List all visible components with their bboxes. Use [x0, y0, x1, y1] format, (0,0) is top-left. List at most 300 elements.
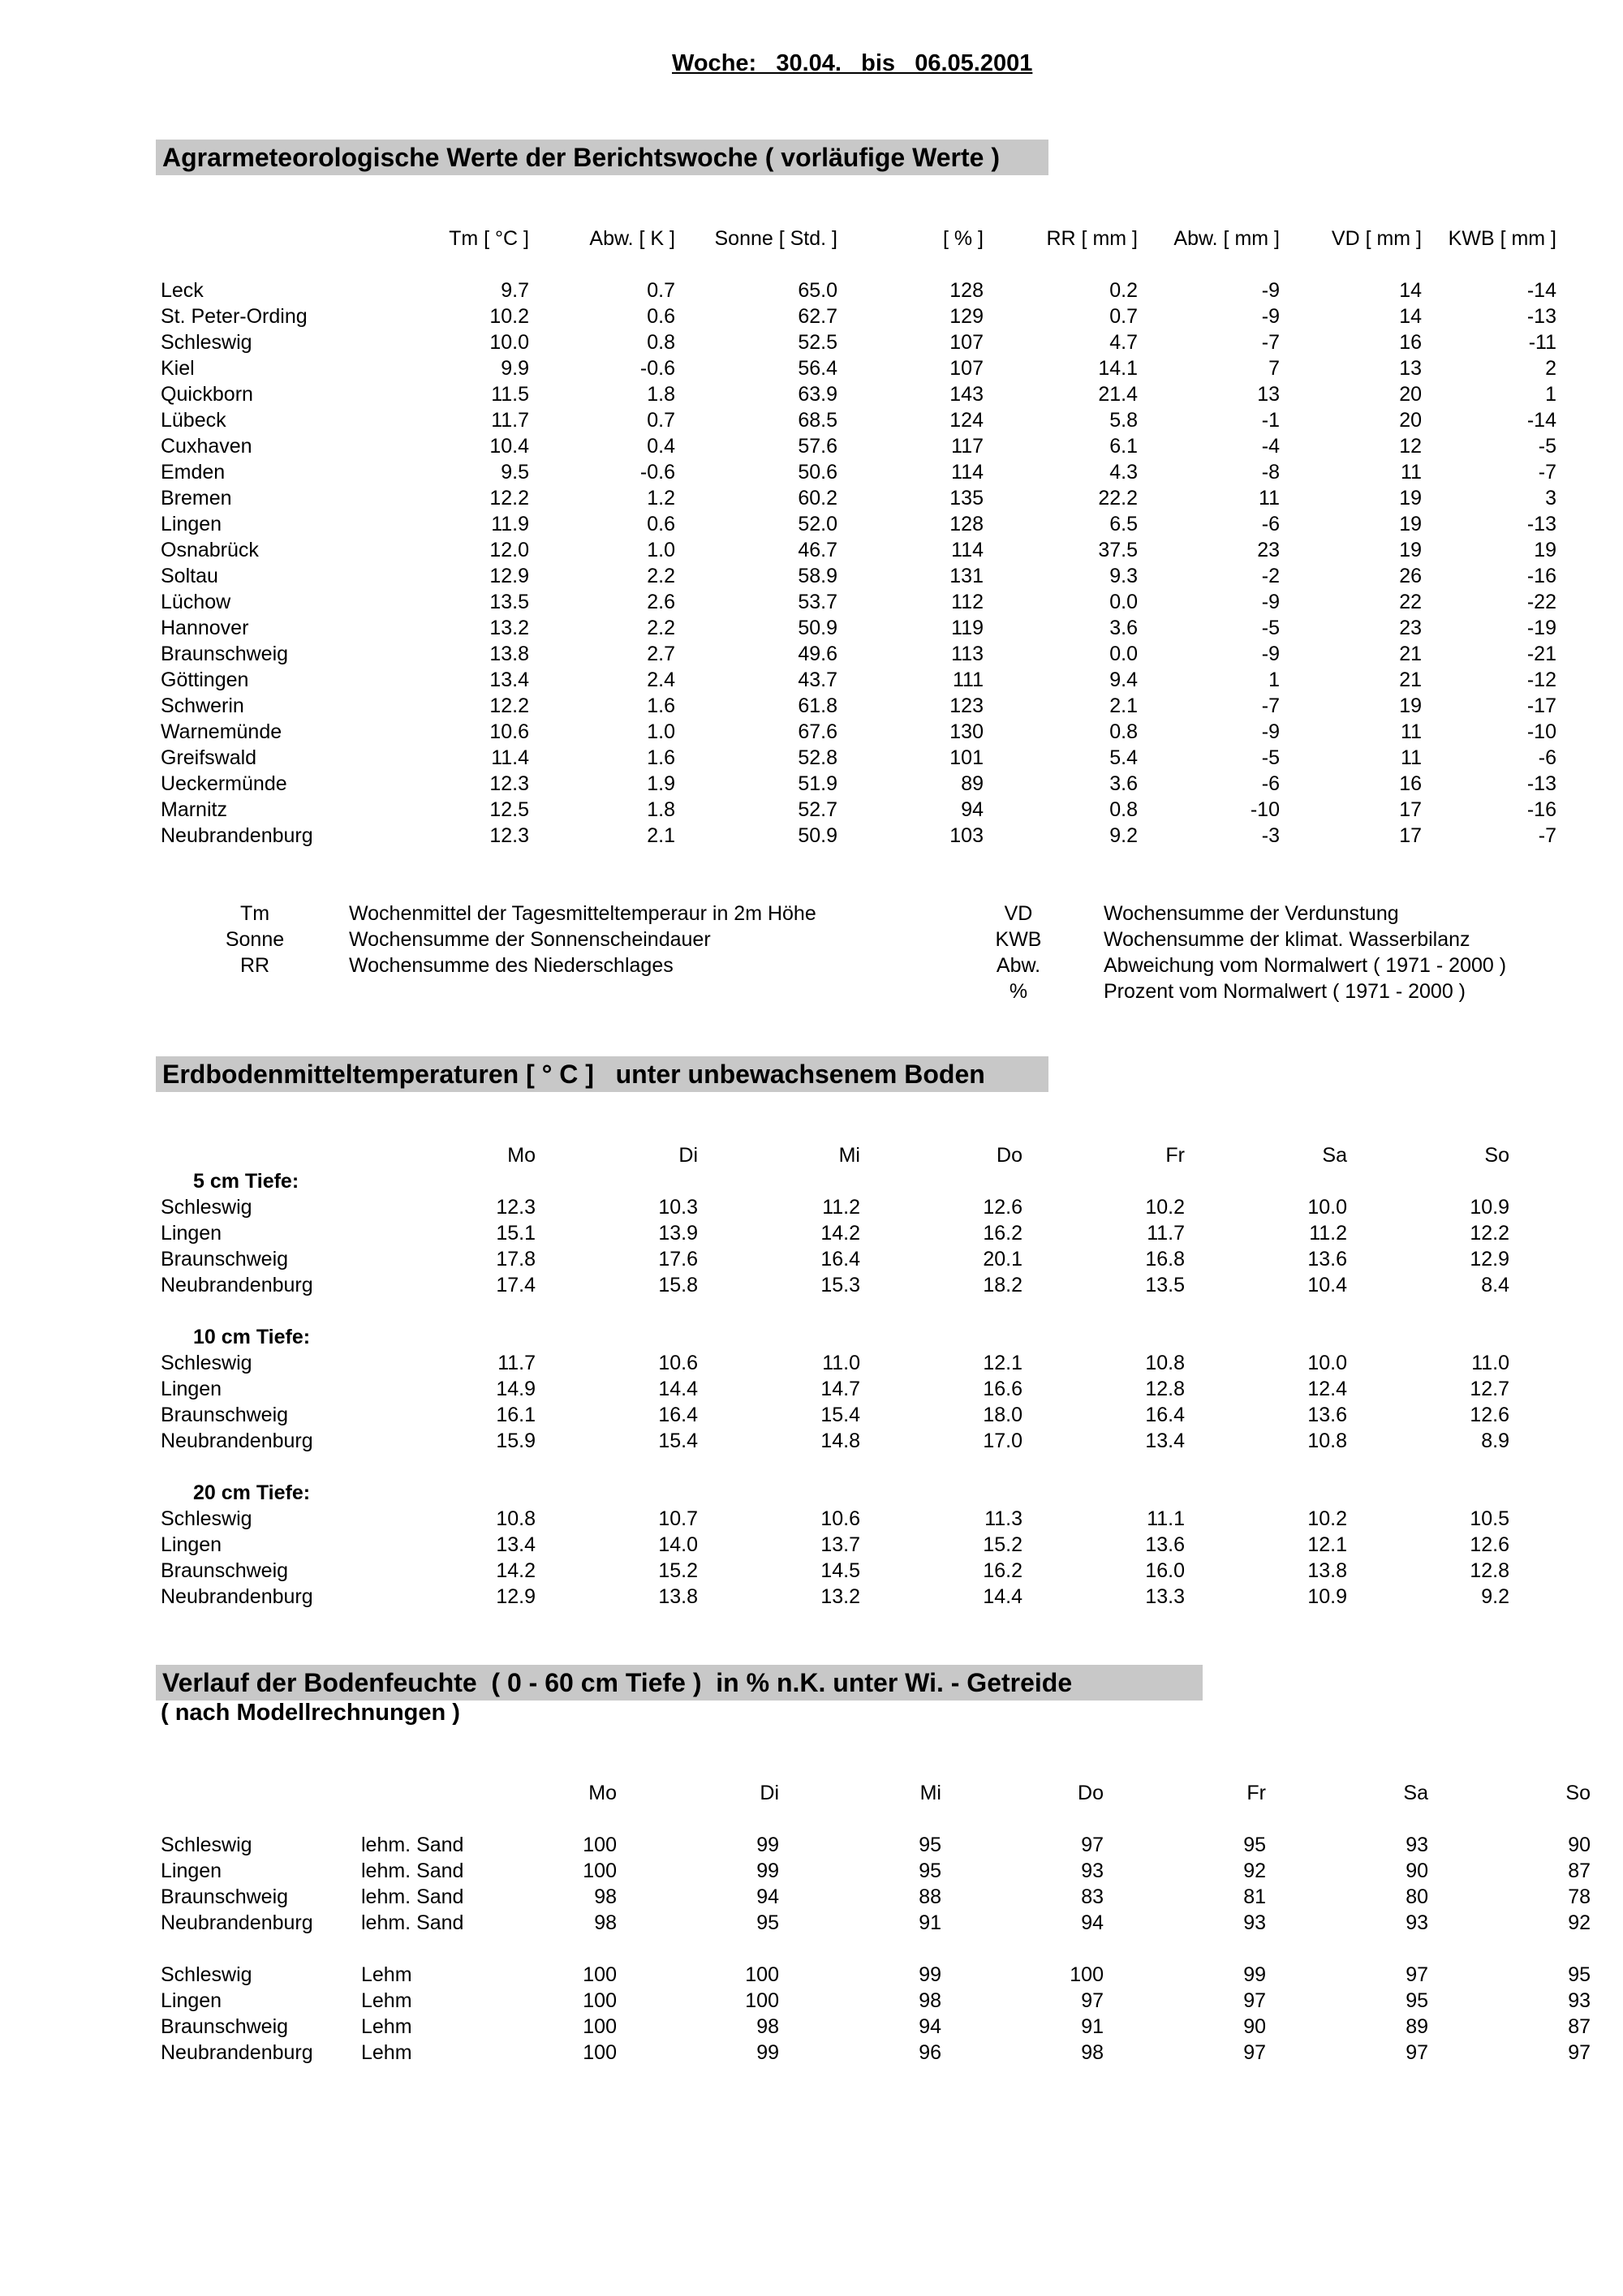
table-row [161, 2040, 1591, 2066]
value-cell: 58.9 [798, 565, 837, 587]
value-cell: 13.6 [1145, 1533, 1185, 1556]
value-cell: 22.2 [1098, 487, 1138, 510]
value-cell: -6 [1538, 746, 1556, 769]
value-cell: 99 [756, 1834, 779, 1856]
soil-type: Lehm [361, 1989, 412, 2012]
table-row [161, 303, 1556, 329]
value-cell: 17.6 [658, 1248, 698, 1271]
value-cell: 9.7 [501, 279, 529, 302]
value-cell: 96 [919, 2041, 941, 2064]
table-row [161, 1584, 1509, 1610]
value-cell: 100 [583, 1989, 617, 2012]
value-cell: 15.4 [820, 1404, 860, 1426]
value-cell: -11 [1528, 331, 1556, 354]
day-header: Di [678, 1144, 698, 1167]
value-cell: 101 [949, 746, 984, 769]
value-cell: 90 [1568, 1834, 1591, 1856]
value-cell: 14 [1399, 279, 1422, 302]
value-cell: 52.8 [798, 746, 837, 769]
value-cell: 0.8 [1109, 798, 1138, 821]
depth-label: 5 cm Tiefe: [193, 1170, 299, 1193]
value-cell: 10.0 [1307, 1352, 1347, 1374]
section-title-soil-moisture: Verlauf der Bodenfeuchte ( 0 - 60 cm Tiefe ) in % n.K. unter Wi. - Getreide [156, 1665, 1203, 1701]
value-cell: 20 [1399, 383, 1422, 406]
value-cell: 10.6 [489, 720, 529, 743]
value-cell: 10.2 [1307, 1507, 1347, 1530]
value-cell: 90 [1406, 1860, 1428, 1882]
value-cell: 17.8 [496, 1248, 536, 1271]
value-cell: 92 [1568, 1911, 1591, 1934]
station-name: Kiel [161, 357, 195, 380]
station-name: Neubrandenburg [161, 824, 313, 847]
value-cell: 4.3 [1109, 461, 1138, 484]
value-cell: 13.8 [1307, 1559, 1347, 1582]
legend-abbrev: KWB [995, 928, 1042, 951]
table-row [161, 667, 1556, 693]
table-row [161, 589, 1556, 615]
value-cell: 9.2 [1109, 824, 1138, 847]
value-cell: 9.4 [1109, 669, 1138, 691]
value-cell: 11.9 [491, 513, 529, 535]
value-cell: 123 [949, 694, 984, 717]
value-cell: 12.1 [1307, 1533, 1347, 1556]
value-cell: 94 [961, 798, 984, 821]
value-cell: 18.0 [983, 1404, 1022, 1426]
value-cell: 11 [1401, 746, 1422, 769]
table-row [161, 433, 1556, 459]
value-cell: 43.7 [798, 669, 837, 691]
day-header: Di [760, 1782, 779, 1804]
depth-label: 20 cm Tiefe: [193, 1481, 311, 1504]
value-cell: 12.2 [489, 487, 529, 510]
value-cell: 93 [1406, 1911, 1428, 1934]
header-cell: Sonne [ Std. ] [714, 227, 837, 250]
value-cell: 37.5 [1098, 539, 1138, 561]
value-cell: -4 [1261, 435, 1280, 458]
value-cell: -9 [1261, 279, 1280, 302]
value-cell: 112 [951, 591, 984, 613]
legend-description: Abweichung vom Normalwert ( 1971 - 2000 ) [1104, 954, 1507, 977]
value-cell: -16 [1526, 798, 1556, 821]
value-cell: 5.8 [1109, 409, 1138, 432]
value-cell: -14 [1526, 279, 1556, 302]
value-cell: 16.4 [820, 1248, 860, 1271]
table-row [161, 2014, 1591, 2040]
table-row [161, 1506, 1509, 1532]
station-name: Braunschweig [161, 1559, 289, 1582]
value-cell: 13.4 [1145, 1430, 1185, 1452]
table-row [161, 1532, 1509, 1558]
value-cell: 10.2 [489, 305, 529, 328]
station-name: Marnitz [161, 798, 227, 821]
value-cell: 15.4 [658, 1430, 698, 1452]
value-cell: 12.0 [489, 539, 529, 561]
value-cell: 13.4 [489, 669, 529, 691]
legend-row [161, 927, 1556, 952]
value-cell: 10.8 [1307, 1430, 1347, 1452]
value-cell: 14.4 [983, 1585, 1022, 1608]
value-cell: 15.2 [983, 1533, 1022, 1556]
value-cell: 12.3 [489, 824, 529, 847]
value-cell: 131 [949, 565, 984, 587]
value-cell: 128 [949, 279, 984, 302]
value-cell: 95 [1568, 1963, 1591, 1986]
value-cell: 0.8 [1109, 720, 1138, 743]
soil-temperature-table [161, 1142, 1509, 1610]
value-cell: 97 [1568, 2041, 1591, 2064]
value-cell: 20 [1399, 409, 1422, 432]
value-cell: 78 [1568, 1885, 1591, 1908]
station-name: Emden [161, 461, 226, 484]
value-cell: 94 [756, 1885, 779, 1908]
station-name: Lingen [161, 513, 222, 535]
value-cell: -7 [1261, 694, 1280, 717]
station-name: Braunschweig [161, 1404, 289, 1426]
section-title-soil-temperature: Erdbodenmitteltemperaturen [ ° C ] unter unbewachsenem Boden [156, 1056, 1048, 1092]
value-cell: 11.7 [491, 409, 529, 432]
value-cell: 67.6 [798, 720, 837, 743]
table-row [161, 797, 1556, 823]
legend-abbrev: % [1009, 980, 1028, 1003]
value-cell: 90 [1243, 2015, 1266, 2038]
day-header: Sa [1322, 1144, 1347, 1167]
value-cell: 23 [1399, 617, 1422, 639]
table-row [161, 277, 1556, 303]
soil-type: lehm. Sand [361, 1911, 464, 1934]
value-cell: 10.0 [489, 331, 529, 354]
value-cell: 91 [919, 1911, 941, 1934]
value-cell: 97 [1243, 2041, 1266, 2064]
value-cell: 89 [1406, 2015, 1428, 2038]
value-cell: 128 [949, 513, 984, 535]
value-cell: -10 [1526, 720, 1556, 743]
value-cell: 17.0 [983, 1430, 1022, 1452]
value-cell: 11.5 [491, 383, 529, 406]
table-row [161, 563, 1556, 589]
value-cell: 14.1 [1098, 357, 1138, 380]
value-cell: 95 [1243, 1834, 1266, 1856]
value-cell: 21 [1399, 669, 1422, 691]
value-cell: 1.9 [647, 772, 675, 795]
value-cell: 94 [1081, 1911, 1104, 1934]
value-cell: 14 [1399, 305, 1422, 328]
station-name: St. Peter-Ording [161, 305, 308, 328]
value-cell: -21 [1526, 643, 1556, 665]
value-cell: 12 [1399, 435, 1422, 458]
value-cell: 2.1 [647, 824, 675, 847]
value-cell: 14.9 [496, 1378, 536, 1400]
value-cell: 3.6 [1109, 772, 1138, 795]
value-cell: 1.6 [647, 694, 675, 717]
value-cell: 99 [919, 1963, 941, 1986]
station-name: Lingen [161, 1989, 222, 2012]
value-cell: 9.3 [1109, 565, 1138, 587]
value-cell: 99 [756, 1860, 779, 1882]
value-cell: 83 [1081, 1885, 1104, 1908]
value-cell: -19 [1526, 617, 1556, 639]
value-cell: 14.2 [820, 1222, 860, 1245]
value-cell: 6.5 [1109, 513, 1138, 535]
header-cell: KWB [ mm ] [1448, 227, 1556, 250]
legend-abbrev: Tm [239, 902, 270, 925]
value-cell: 13 [1399, 357, 1422, 380]
value-cell: 12.9 [489, 565, 529, 587]
table-row [161, 719, 1556, 745]
value-cell: 98 [919, 1989, 941, 2012]
value-cell: 98 [594, 1885, 617, 1908]
value-cell: 100 [583, 2041, 617, 2064]
value-cell: 16 [1399, 331, 1422, 354]
value-cell: -5 [1261, 617, 1280, 639]
depth-label-row [161, 1480, 1509, 1506]
value-cell: 2.1 [1109, 694, 1138, 717]
value-cell: 100 [745, 1989, 779, 2012]
value-cell: 1.6 [647, 746, 675, 769]
value-cell: 107 [949, 331, 984, 354]
value-cell: 63.9 [798, 383, 837, 406]
value-cell: 114 [951, 539, 984, 561]
value-cell: 50.9 [798, 617, 837, 639]
value-cell: 88 [919, 1885, 941, 1908]
day-header: Mo [507, 1144, 536, 1167]
table-row [161, 1402, 1509, 1428]
value-cell: 16.1 [496, 1404, 536, 1426]
station-name: Neubrandenburg [161, 1911, 313, 1934]
value-cell: 87 [1568, 1860, 1591, 1882]
value-cell: 99 [756, 2041, 779, 2064]
legend-description [349, 978, 933, 1004]
value-cell: 16.6 [983, 1378, 1022, 1400]
station-name: Neubrandenburg [161, 1274, 313, 1296]
day-header: Mi [919, 1782, 941, 1804]
value-cell: 10.4 [1307, 1274, 1347, 1296]
station-name: Lingen [161, 1222, 222, 1245]
value-cell: 0.0 [1109, 591, 1138, 613]
station-name: Braunschweig [161, 1885, 289, 1908]
table-row [161, 615, 1556, 641]
section-title-weekly-values: Agrarmeteorologische Werte der Berichtswoche ( vorläufige Werte ) [156, 140, 1048, 175]
value-cell: 1.8 [647, 798, 675, 821]
value-cell: 12.3 [496, 1196, 536, 1219]
value-cell: 1 [1545, 383, 1556, 406]
value-cell: 6.1 [1109, 435, 1138, 458]
value-cell: 14.2 [496, 1559, 536, 1582]
value-cell: 19 [1399, 487, 1422, 510]
value-cell: 2 [1545, 357, 1556, 380]
value-cell: 10.3 [658, 1196, 698, 1219]
value-cell: 46.7 [798, 539, 837, 561]
value-cell: 0.0 [1109, 643, 1138, 665]
value-cell: 61.8 [798, 694, 837, 717]
legend-row [161, 952, 1556, 978]
table-row [161, 381, 1556, 407]
value-cell: 16.4 [1145, 1404, 1185, 1426]
value-cell: 12.6 [1470, 1404, 1509, 1426]
value-cell: 97 [1081, 1989, 1104, 2012]
table-row [161, 459, 1556, 485]
day-header: Fr [1246, 1782, 1266, 1804]
table-row [161, 407, 1556, 433]
value-cell: 49.6 [798, 643, 837, 665]
value-cell: 93 [1568, 1989, 1591, 2012]
station-name: Lingen [161, 1533, 222, 1556]
value-cell: 143 [949, 383, 984, 406]
soil-type: lehm. Sand [361, 1834, 464, 1856]
table-row [161, 1376, 1509, 1402]
value-cell: 19 [1534, 539, 1556, 561]
soil-type: Lehm [361, 1963, 412, 1986]
value-cell: 11 [1259, 487, 1280, 510]
value-cell: 21.4 [1098, 383, 1138, 406]
value-cell: 3 [1545, 487, 1556, 510]
value-cell: -13 [1526, 772, 1556, 795]
day-header: Mo [588, 1782, 617, 1804]
value-cell: 9.5 [501, 461, 529, 484]
value-cell: 1 [1268, 669, 1280, 691]
value-cell: 53.7 [798, 591, 837, 613]
value-cell: -6 [1261, 513, 1280, 535]
value-cell: 10.8 [496, 1507, 536, 1530]
value-cell: 52.7 [798, 798, 837, 821]
value-cell: 23 [1257, 539, 1280, 561]
value-cell: 91 [1081, 2015, 1104, 2038]
station-name: Schleswig [161, 331, 252, 354]
value-cell: 12.2 [1470, 1222, 1509, 1245]
soil-moisture-header-row [161, 1780, 1591, 1806]
legend-description: Wochensumme der Sonnenscheindauer [349, 928, 711, 951]
value-cell: 0.4 [647, 435, 675, 458]
value-cell: 16.2 [983, 1559, 1022, 1582]
value-cell: -9 [1261, 643, 1280, 665]
value-cell: 11.2 [1309, 1222, 1347, 1245]
station-name: Lingen [161, 1860, 222, 1882]
value-cell: 56.4 [798, 357, 837, 380]
table-row [161, 745, 1556, 771]
value-cell: 13.6 [1307, 1404, 1347, 1426]
day-header: Sa [1403, 1782, 1428, 1804]
value-cell: 11 [1401, 720, 1422, 743]
table-row [161, 1858, 1591, 1884]
day-header: Do [997, 1144, 1022, 1167]
value-cell: 14.8 [820, 1430, 860, 1452]
station-name: Schleswig [161, 1507, 252, 1530]
table-row [161, 823, 1556, 849]
value-cell: 97 [1406, 1963, 1428, 1986]
value-cell: 14.0 [658, 1533, 698, 1556]
value-cell: 93 [1243, 1911, 1266, 1934]
value-cell: 0.7 [1109, 305, 1138, 328]
value-cell: -13 [1526, 513, 1556, 535]
legend-description: Wochensumme des Niederschlages [349, 954, 674, 977]
value-cell: -9 [1261, 305, 1280, 328]
value-cell: 57.6 [798, 435, 837, 458]
value-cell: 16.2 [983, 1222, 1022, 1245]
header-cell: Tm [ °C ] [449, 227, 529, 250]
value-cell: 10.9 [1307, 1585, 1347, 1608]
value-cell: -0.6 [639, 461, 675, 484]
value-cell: 97 [1406, 2041, 1428, 2064]
value-cell: -10 [1250, 798, 1280, 821]
value-cell: 13 [1257, 383, 1280, 406]
value-cell: 1.2 [647, 487, 675, 510]
value-cell: 3.6 [1109, 617, 1138, 639]
table-row [161, 1428, 1509, 1454]
value-cell: 14.5 [820, 1559, 860, 1582]
station-name: Warnemünde [161, 720, 282, 743]
value-cell: 93 [1081, 1860, 1104, 1882]
value-cell: 1.0 [647, 720, 675, 743]
station-name: Greifswald [161, 746, 257, 769]
value-cell: 129 [949, 305, 984, 328]
value-cell: 9.2 [1481, 1585, 1509, 1608]
table-row [161, 771, 1556, 797]
table-row [161, 329, 1556, 355]
value-cell: 10.0 [1307, 1196, 1347, 1219]
value-cell: 13.9 [658, 1222, 698, 1245]
station-name: Neubrandenburg [161, 1585, 313, 1608]
value-cell: 114 [951, 461, 984, 484]
value-cell: 16 [1399, 772, 1422, 795]
value-cell: 19 [1399, 539, 1422, 561]
value-cell: -7 [1261, 331, 1280, 354]
table-row [161, 1246, 1509, 1272]
day-header: So [1484, 1144, 1509, 1167]
value-cell: 11.3 [984, 1507, 1022, 1530]
value-cell: 130 [949, 720, 984, 743]
value-cell: 87 [1568, 2015, 1591, 2038]
value-cell: 95 [756, 1911, 779, 1934]
value-cell: 97 [1081, 1834, 1104, 1856]
header-cell: Abw. [ K ] [589, 227, 675, 250]
header-cell: RR [ mm ] [1046, 227, 1138, 250]
value-cell: -6 [1261, 772, 1280, 795]
table-row [161, 1962, 1591, 1988]
value-cell: -17 [1526, 694, 1556, 717]
value-cell: 2.7 [647, 643, 675, 665]
value-cell: 12.6 [1470, 1533, 1509, 1556]
legend-description: Wochensumme der Verdunstung [1104, 902, 1399, 925]
value-cell: 26 [1399, 565, 1422, 587]
value-cell: 50.9 [798, 824, 837, 847]
value-cell: 18.2 [983, 1274, 1022, 1296]
soil-moisture-subtitle: ( nach Modellrechnungen ) [161, 1700, 460, 1726]
value-cell: 12.8 [1470, 1559, 1509, 1582]
value-cell: 95 [1406, 1989, 1428, 2012]
value-cell: 11.7 [1147, 1222, 1185, 1245]
value-cell: 16.8 [1145, 1248, 1185, 1271]
value-cell: -16 [1526, 565, 1556, 587]
value-cell: 124 [949, 409, 984, 432]
depth-label-row [161, 1168, 1509, 1194]
table-row [161, 1884, 1591, 1910]
legend-description: Prozent vom Normalwert ( 1971 - 2000 ) [1104, 980, 1466, 1003]
table-row [161, 1832, 1591, 1858]
value-cell: 113 [951, 643, 984, 665]
legend-table [161, 901, 1556, 1004]
value-cell: 0.7 [647, 279, 675, 302]
station-name: Quickborn [161, 383, 253, 406]
header-cell: [ % ] [942, 227, 984, 250]
value-cell: 8.4 [1481, 1274, 1509, 1296]
value-cell: 119 [951, 617, 984, 639]
station-name: Lingen [161, 1378, 222, 1400]
weekly-values-header-row [161, 226, 1556, 252]
value-cell: 103 [949, 824, 984, 847]
value-cell: 4.7 [1109, 331, 1138, 354]
station-name: Hannover [161, 617, 249, 639]
value-cell: 13.5 [489, 591, 529, 613]
value-cell: 0.6 [647, 513, 675, 535]
